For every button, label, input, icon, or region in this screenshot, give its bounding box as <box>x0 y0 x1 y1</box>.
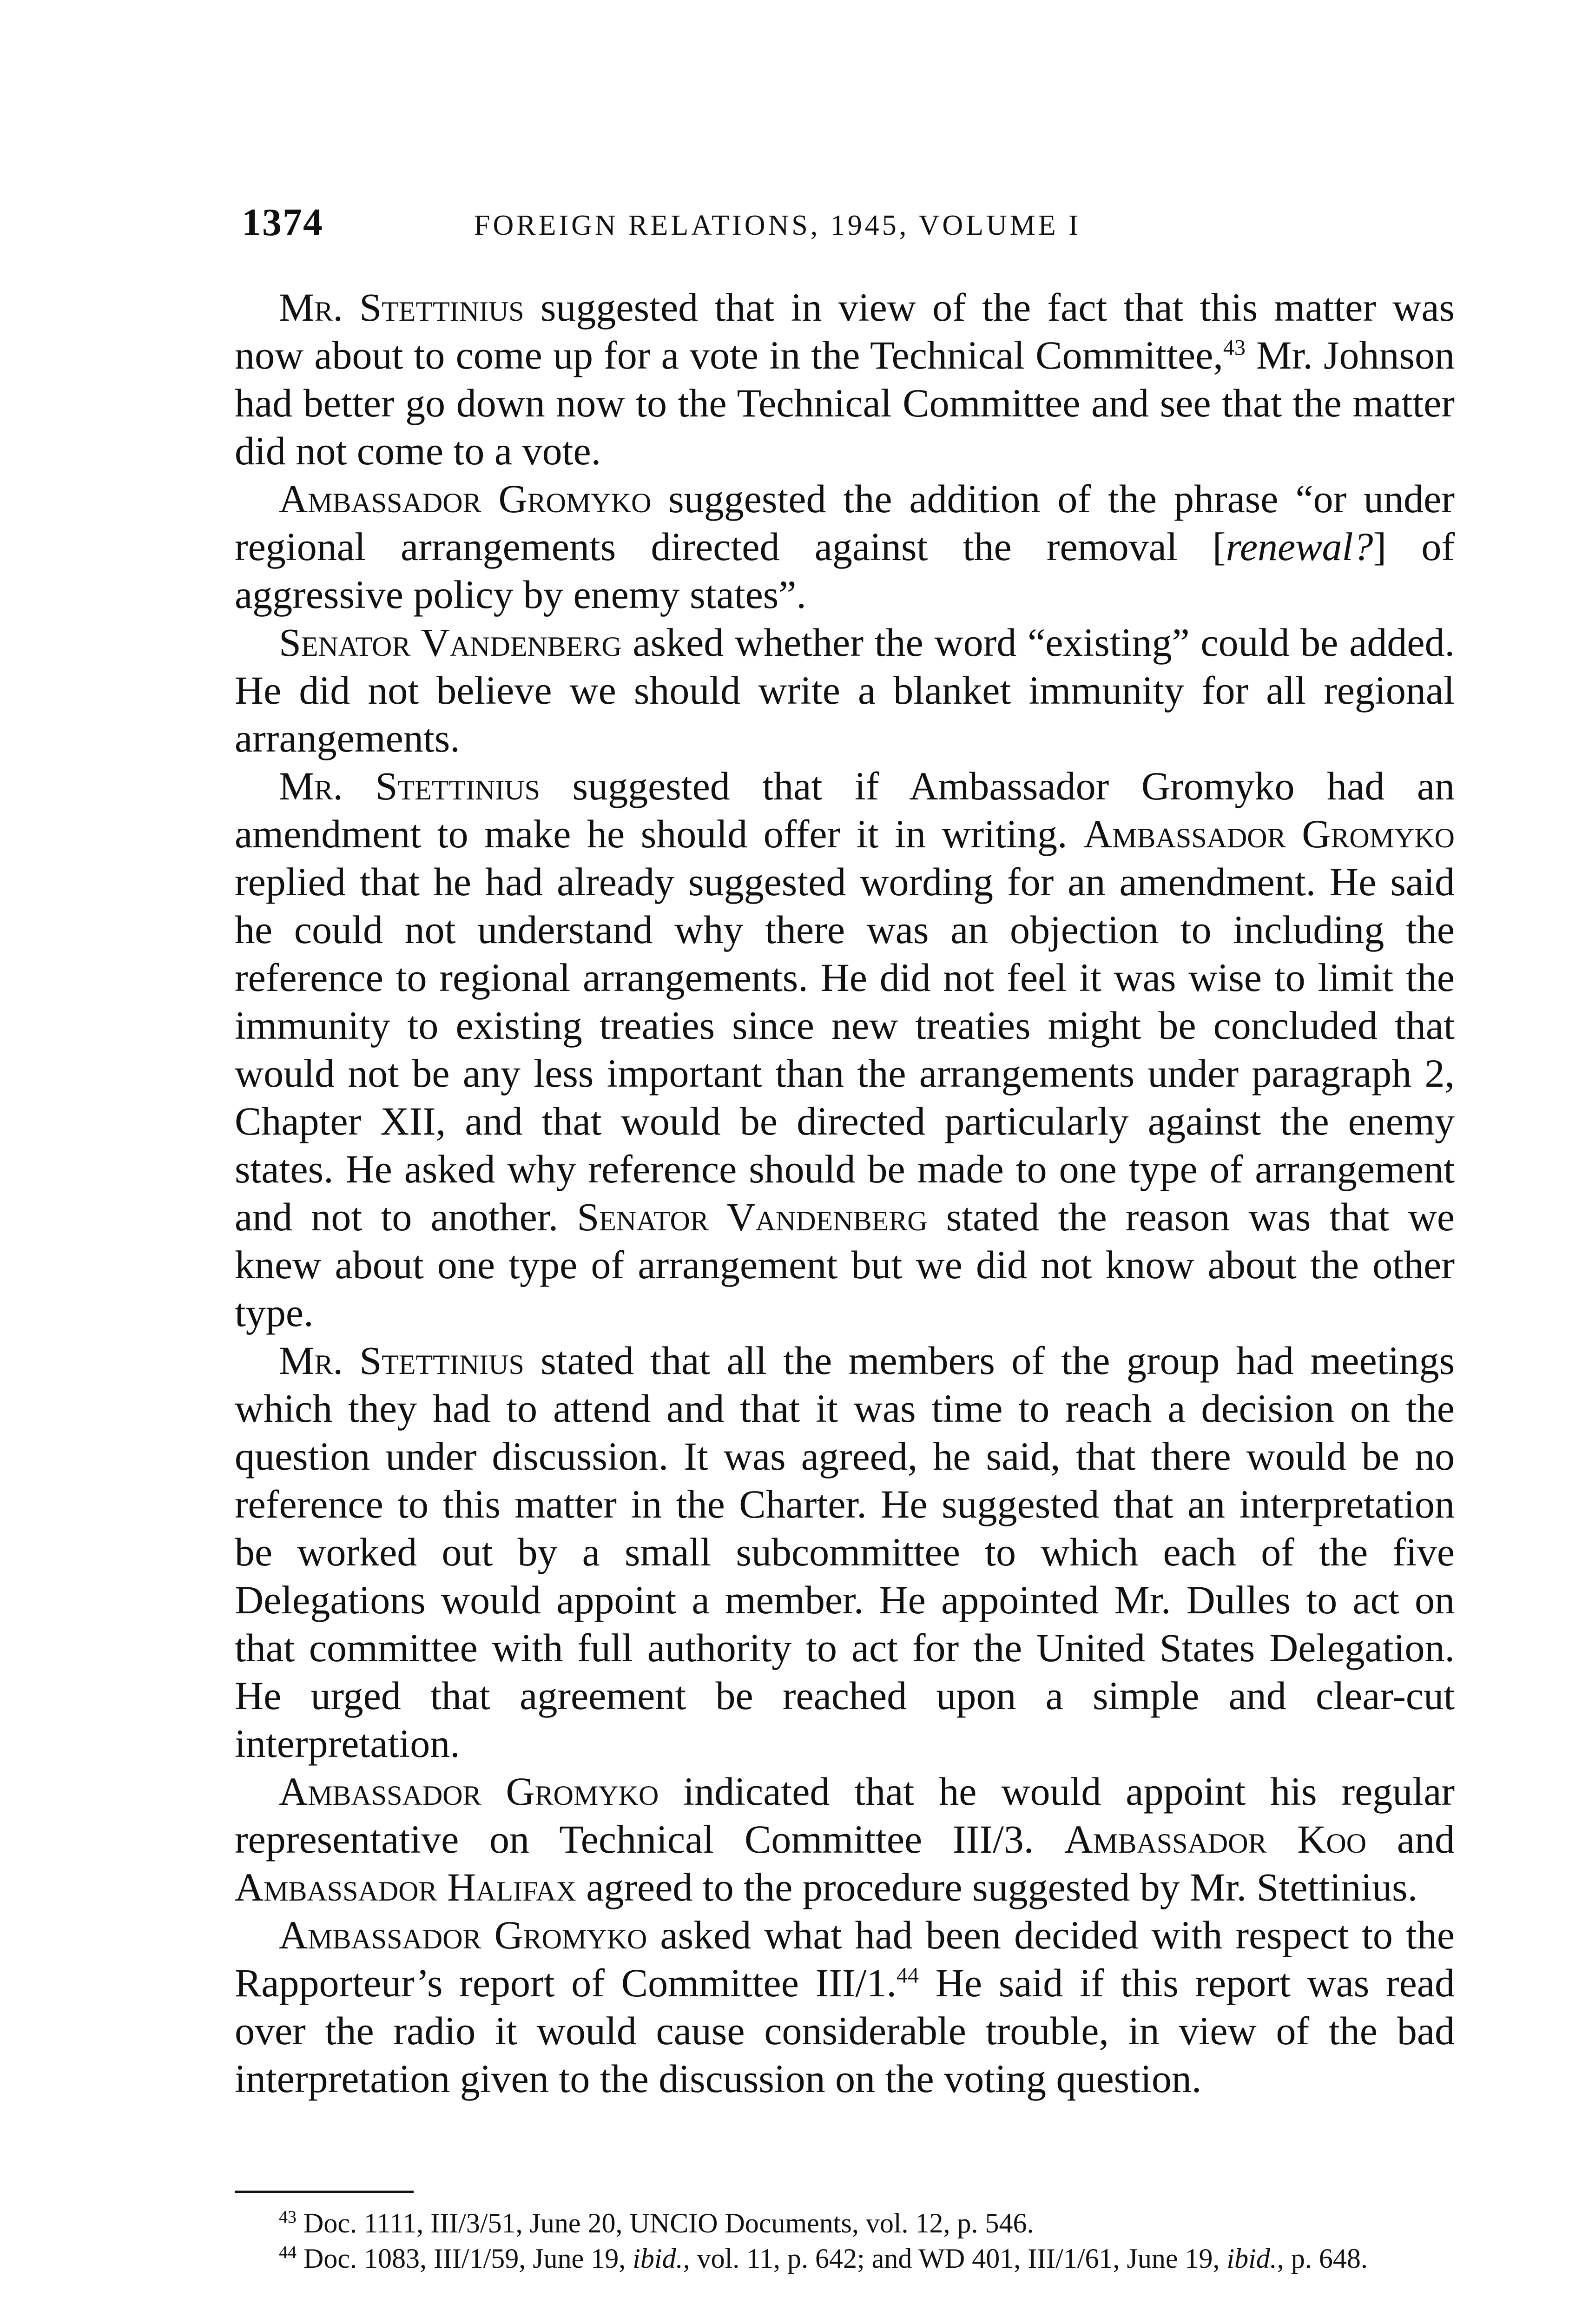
speaker-name: Mr. Stettinius <box>279 285 524 330</box>
footnote-ref-44: 44 <box>896 1963 919 1988</box>
paragraph-5 <box>235 1337 1455 1768</box>
paragraph-6 <box>235 1768 1455 1911</box>
speaker-name: Ambassador Gromyko <box>279 1769 659 1814</box>
ibid-reference: ibid. <box>1226 2243 1277 2274</box>
paragraph-7 <box>235 1911 1455 2103</box>
paragraph-text: asked what had been decided with respect to the Rapporteur’s report of Committee III/1. <box>235 1913 1455 2005</box>
paragraph-text: ] of aggressive policy by enemy states”. <box>235 524 1455 617</box>
paragraph-2 <box>235 475 1455 619</box>
paragraph-text: replied that he had already suggested wording for an amendment. He said he could not understand why there was an objection to including the reference to regional arrangements. He did not feel it was wise to limit the immunity to existing treaties since new treaties might be concluded that would not be any less important than the arrangements under paragraph 2, Chapter XII, and that would be directed particularly against the enemy states. He asked why reference should be made to one type of arrangement and not to another. <box>235 859 1455 1239</box>
speaker-name: Mr. Stettinius <box>279 764 541 808</box>
footnotes <box>235 2205 1455 2276</box>
editorial-insertion: renewal? <box>1226 524 1373 569</box>
footnote-mark: 43 <box>279 2207 297 2227</box>
paragraph-3 <box>235 619 1455 762</box>
speaker-name: Mr. Stettinius <box>279 1338 524 1383</box>
paragraph-text: suggested the addition of the phrase “or under regional arrangements directed against the removal [ <box>235 476 1455 569</box>
footnote-text: , vol. 11, p. 642; and WD 401, III/1/61, June 19, <box>683 2243 1227 2274</box>
footnote-divider <box>235 2191 414 2193</box>
speaker-name: Ambassador Gromyko <box>279 476 652 521</box>
footnote-text: Doc. 1083, III/1/59, June 19, <box>297 2243 633 2274</box>
footnote-mark: 44 <box>279 2243 297 2262</box>
body-text <box>235 284 1455 2103</box>
speaker-name: Ambassador Gromyko <box>279 1913 647 1957</box>
page-header <box>242 200 1534 260</box>
page-number: 1374 <box>242 201 323 244</box>
ibid-reference: ibid. <box>633 2243 683 2274</box>
paragraph-1 <box>235 284 1455 475</box>
paragraph-text: stated the reason was that we knew about one type of arrangement but we did not know about the other type. <box>235 1195 1455 1335</box>
speaker-name: Senator Vandenberg <box>577 1195 928 1239</box>
paragraph-text: agreed to the procedure suggested by Mr. Stettinius. <box>576 1865 1418 1909</box>
paragraph-text: indicated that he would appoint his regular representative on Technical Committee III/3. <box>235 1769 1455 1862</box>
footnote-43 <box>235 2205 1455 2241</box>
footnote-ref-43: 43 <box>1223 335 1246 360</box>
speaker-name: Ambassador Koo <box>1064 1817 1367 1862</box>
paragraph-text: stated that all the members of the group had meetings which they had to attend and that it was time to reach a decision on the question under discussion. It was agreed, he said, that there would be no reference to this matter in the Charter. He suggested that an interpretation be worked out by a small subcommittee to which each of the five Delegations would appoint a member. He appointed Mr. Dulles to act on that committee with full authority to act for the United States Delegation. He urged that agreement be reached upon a simple and clear-cut interpretation. <box>235 1338 1455 1766</box>
speaker-name: Ambassador Halifax <box>235 1865 576 1909</box>
footnote-text: , p. 648. <box>1277 2243 1368 2274</box>
paragraph-text: He said if this report was read over the radio it would cause considerable trouble, in view of the bad interpretation given to the discussion on the voting question. <box>235 1961 1455 2101</box>
paragraph-text: suggested that in view of the fact that this matter was now about to come up for a vote in the Technical Committee, <box>235 285 1455 377</box>
paragraph-text: suggested that if Ambassador Gromyko had an amendment to make he should offer it in writing. <box>235 764 1455 856</box>
footnote-44 <box>235 2241 1455 2276</box>
paragraph-text: and <box>1366 1817 1455 1862</box>
paragraph-text: Mr. Johnson had better go down now to the Technical Committee and see that the matter did not come to a vote. <box>235 333 1455 473</box>
paragraph-text: asked whether the word “existing” could be added. He did not believe we should write a blanket immunity for all regional arrangements. <box>235 620 1455 760</box>
speaker-name: Ambassador Gromyko <box>1083 812 1455 856</box>
running-title: FOREIGN RELATIONS, 1945, VOLUME I <box>474 210 1081 241</box>
speaker-name: Senator Vandenberg <box>279 620 622 665</box>
paragraph-4 <box>235 762 1455 1337</box>
footnote-text: Doc. 1111, III/3/51, June 20, UNCIO Documents, vol. 12, p. 546. <box>297 2208 1034 2238</box>
